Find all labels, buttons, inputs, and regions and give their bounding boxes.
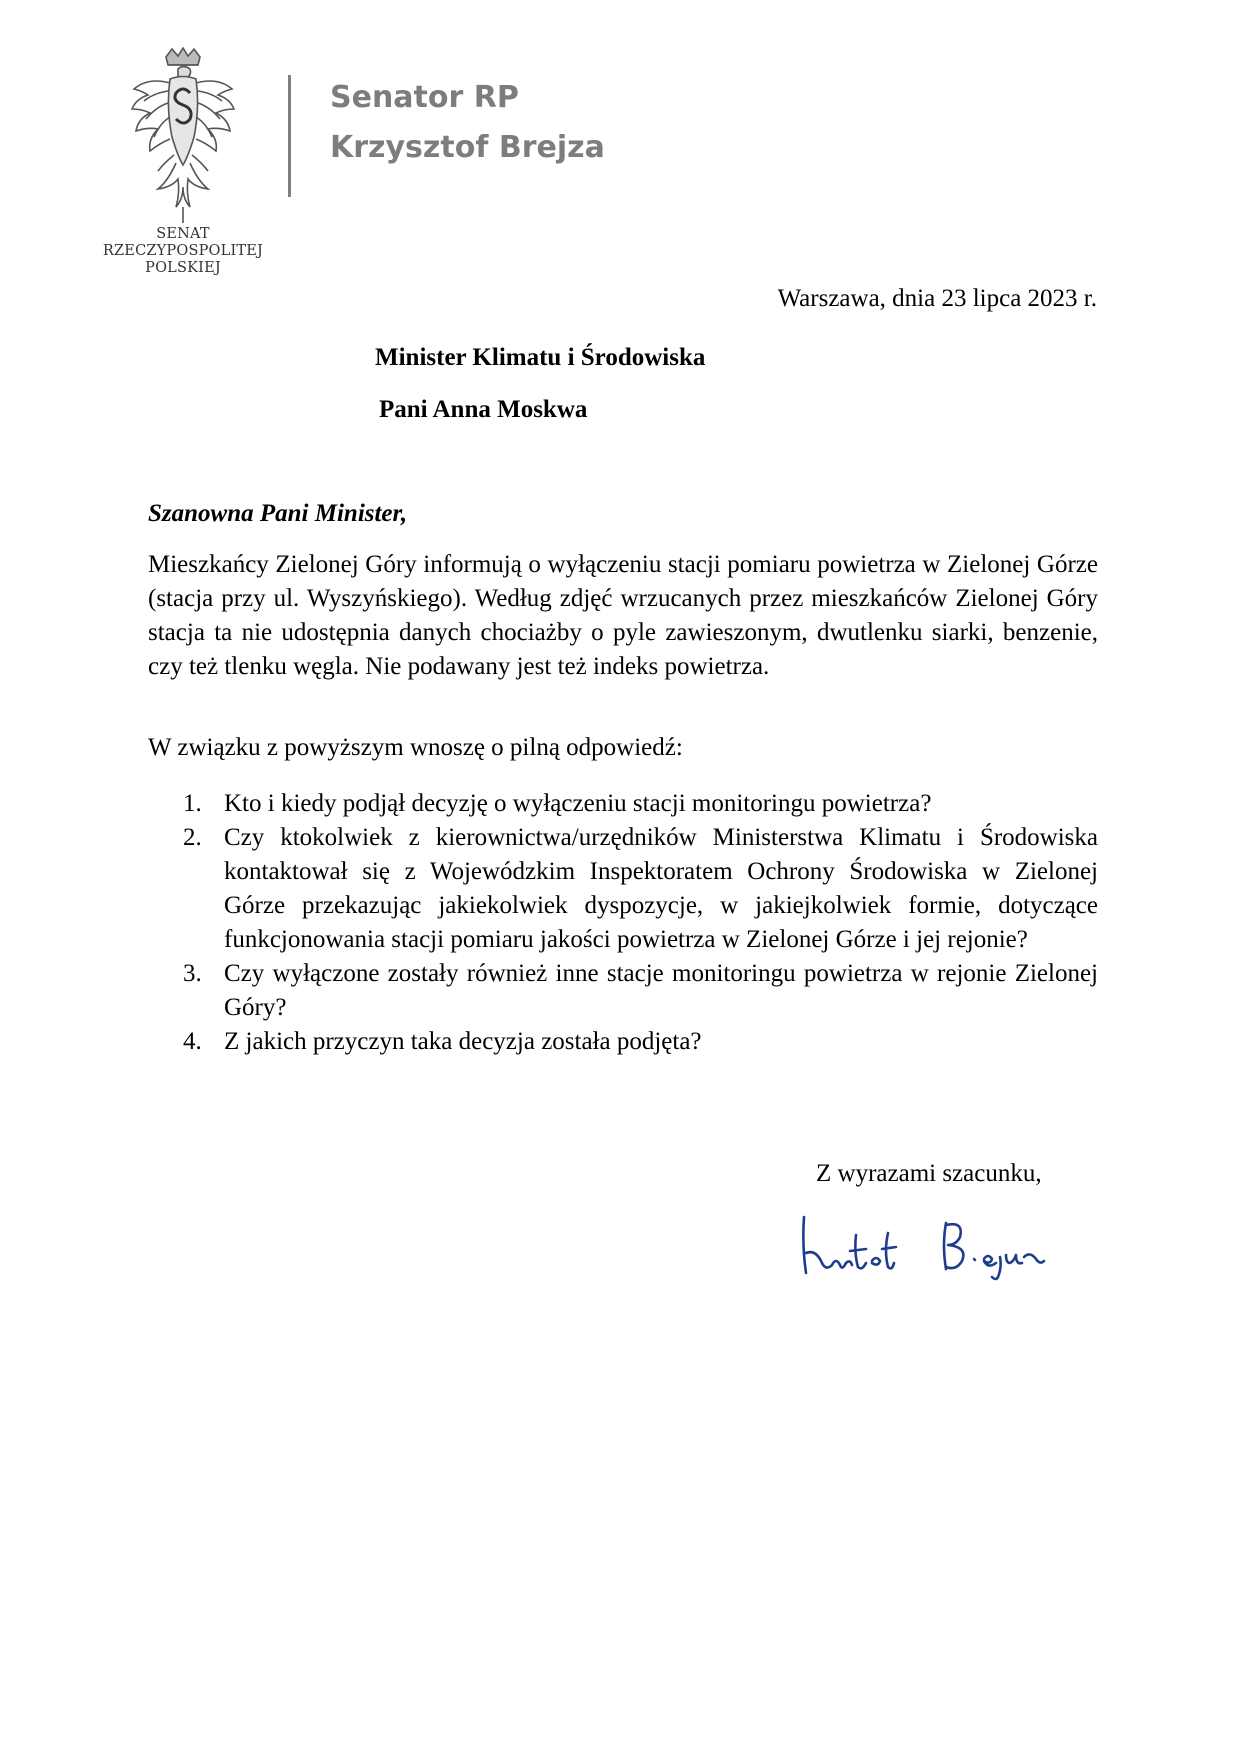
question-list	[148, 787, 1098, 1059]
question-text: Kto i kiedy podjął decyzję o wyłączeniu stacji monitoringu powietrza?	[224, 790, 932, 817]
senate-caption-line: POLSKIEJ	[145, 260, 221, 276]
closing: Z wyrazami szacunku,	[816, 1160, 1042, 1187]
recipient-name: Pani Anna Moskwa	[379, 396, 588, 423]
senate-eagle-emblem-icon	[128, 47, 238, 225]
body-paragraph: Mieszkańcy Zielonej Góry informują o wyłączeniu stacji pomiaru powietrza w Zielonej Górze (stacja przy ul. Wyszyńskiego). Według zdjęć wrzucanych przez mieszkańców Zielonej Góry stacja ta nie udostępnia danych chociażby o pyle zawieszonym, dwutlenku siarki, benzenie, czy też tlenku węgla. Nie podawany jest też indeks powietrza.	[148, 551, 1098, 680]
body-paragraph: W związku z powyższym wnoszę o pilną odpowiedź:	[148, 734, 683, 761]
recipient-office: Minister Klimatu i Środowiska	[375, 344, 706, 371]
letterhead-sender	[330, 73, 605, 173]
letterhead-divider	[288, 75, 291, 197]
handwritten-signature-icon	[792, 1205, 1062, 1300]
sender-name: Krzysztof Brejza	[330, 130, 605, 165]
question-number: 4.	[183, 1028, 202, 1055]
question-item	[148, 1025, 1098, 1059]
question-text: Z jakich przyczyn taka decyzja została podjęta?	[224, 1028, 702, 1055]
question-item	[148, 787, 1098, 821]
question-number: 2.	[183, 824, 202, 851]
question-item	[148, 957, 1098, 1025]
salutation: Szanowna Pani Minister,	[148, 500, 408, 527]
date-line: Warszawa, dnia 23 lipca 2023 r.	[777, 285, 1097, 312]
sender-title: Senator RP	[330, 80, 519, 115]
question-number: 3.	[183, 960, 202, 987]
senate-caption	[98, 226, 268, 277]
question-text: Czy wyłączone zostały również inne stacje monitoringu powietrza w rejonie Zielonej Góry?	[224, 960, 1098, 1021]
senate-caption-line: SENAT	[156, 226, 210, 242]
question-number: 1.	[183, 790, 202, 817]
question-text: Czy ktokolwiek z kierownictwa/urzędników Ministerstwa Klimatu i Środowiska kontaktował się z Wojewódzkim Inspektoratem Ochrony Środowiska w Zielonej Górze przekazując jakiekolwiek dyspozycje, w jakiejkolwiek formie, dotyczące funkcjonowania stacji pomiaru jakości powietrza w Zielonej Górze i jej rejonie?	[224, 824, 1098, 953]
senate-caption-line: RZECZYPOSPOLITEJ	[102, 243, 264, 259]
question-item	[148, 821, 1098, 957]
